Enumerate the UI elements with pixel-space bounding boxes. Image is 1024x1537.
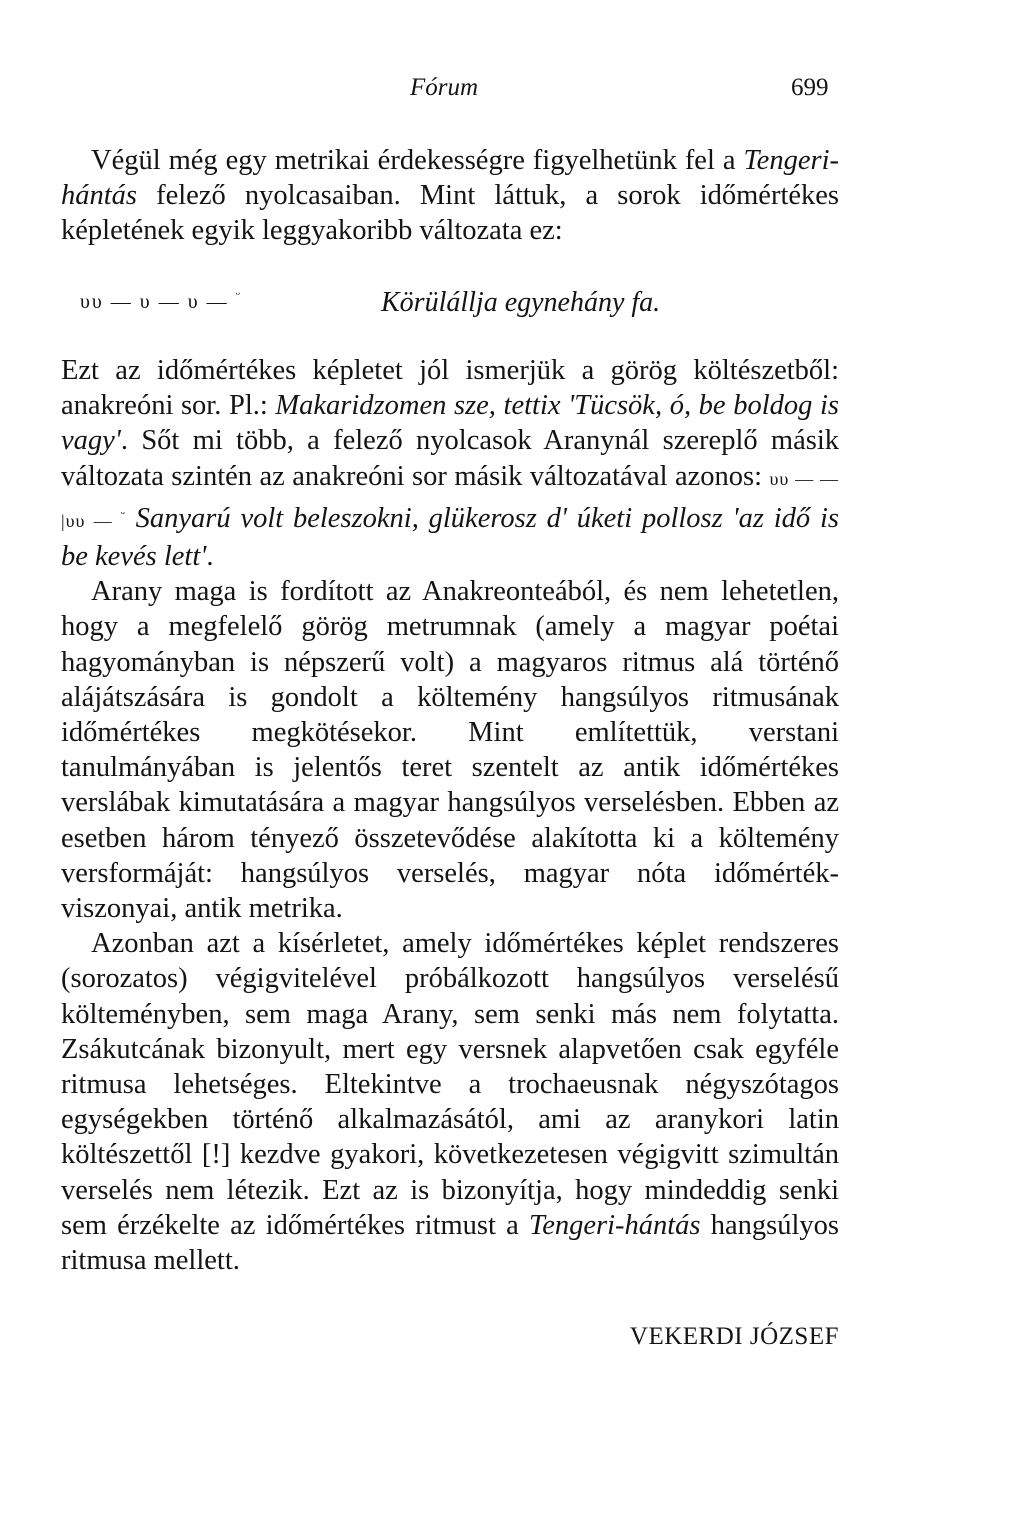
paragraph-1 bbox=[61, 143, 839, 249]
greek-example-1: Makaridzomen sze, tettix 'Tücsök, ó, be boldog is vagy' bbox=[61, 390, 839, 457]
running-title: Fórum bbox=[410, 74, 479, 101]
metric-scheme-symbols: υυ — υ — υ — bbox=[80, 291, 236, 313]
inline-metric-anceps: ᵕ bbox=[120, 506, 126, 522]
example-verse: Körülállja egynehány fa. bbox=[381, 287, 661, 318]
paragraph-1-text bbox=[61, 143, 839, 249]
paragraph-3: Arany maga is fordított az Anakreonteából, és nem lehetetlen, hogy a megfelelő görög metrumnak (amely a magyar poétai hagyományban is népszerű volt) a magyaros ritmus alá történő alájátszására is gondolt a költemény hangsúlyos ritmusának időmértékes megkötésekor. Mint említettük, verstani tanulmányában is jelentős teret szentelt az antik időmértékes verslábak kimutatására a magyar hangsúlyos verselésben. Ebben az esetben három tényező összetevődése alakította ki a költemény versformáját: hangsúlyos verselés, magyar nóta időmérték-viszonyai, antik metrika. bbox=[61, 576, 839, 925]
paragraph-1-part-2: felező nyolcasaiban. Mint láttuk, a sorok időmértékes képletének egyik leggyakoribb változata ez: bbox=[61, 180, 839, 247]
author-signature: VEKERDI JÓZSEF bbox=[629, 1323, 839, 1350]
paragraph-2-part-2: . Sőt mi több, a felező nyolcasok Aranynál szereplő másik változata szintén az anakreóni sor másik változatával azonos: bbox=[61, 425, 839, 492]
page-header bbox=[0, 74, 1024, 114]
paragraph-2-part-1: Ezt az időmértékes képletet jól ismerjük a görög költészetből: anakreóni sor. Pl.: bbox=[61, 355, 839, 422]
paragraph-2-part-3: . bbox=[206, 541, 214, 573]
paragraph-1-part-1: Végül még egy metrikai érdekességre figyelhetünk fel a bbox=[91, 145, 744, 176]
poem-title: Tengeri-hántás bbox=[61, 145, 839, 212]
metric-scheme bbox=[80, 287, 242, 314]
paragraph-4-part-1: Azonban azt a kísérletet, amely időmértékes képlet rendszeres (sorozatos) végigvitelével próbálkozott hangsúlyos verselésű költeményben, sem maga Arany, sem senki más nem folytatta. Zsákutcának bizonyult, mert egy versnek alapvetően csak egyféle ritmusa lehetséges. Eltekintve a trochaeusnak négyszótagos egységekben történő alkalmazásától, ami az aranykori latin költészettől [!] kezdve gyakori, következetesen végigvitt szimultán verselés nem létezik. Ezt az is bizonyítja, hogy mindeddig senki sem érzékelte az időmértékes ritmust a bbox=[61, 928, 839, 1241]
paragraph-block bbox=[61, 353, 839, 1278]
metric-formula bbox=[80, 287, 780, 327]
paragraph-2 bbox=[61, 353, 839, 574]
metric-scheme-anceps: ᵕ bbox=[235, 287, 242, 303]
inline-metric-symbols: υυ — — |υυ — bbox=[61, 468, 839, 531]
page-number: 699 bbox=[791, 74, 829, 101]
poem-title-2: Tengeri-hántás bbox=[528, 1209, 701, 1241]
paragraph-4 bbox=[61, 926, 839, 1278]
greek-example-2: Sanyarú volt beleszokni, glükerosz d' úketi pollosz 'az idő is be kevés lett' bbox=[61, 502, 839, 573]
paragraph-4-part-2: hangsúlyos ritmusa mellett. bbox=[61, 1209, 839, 1277]
